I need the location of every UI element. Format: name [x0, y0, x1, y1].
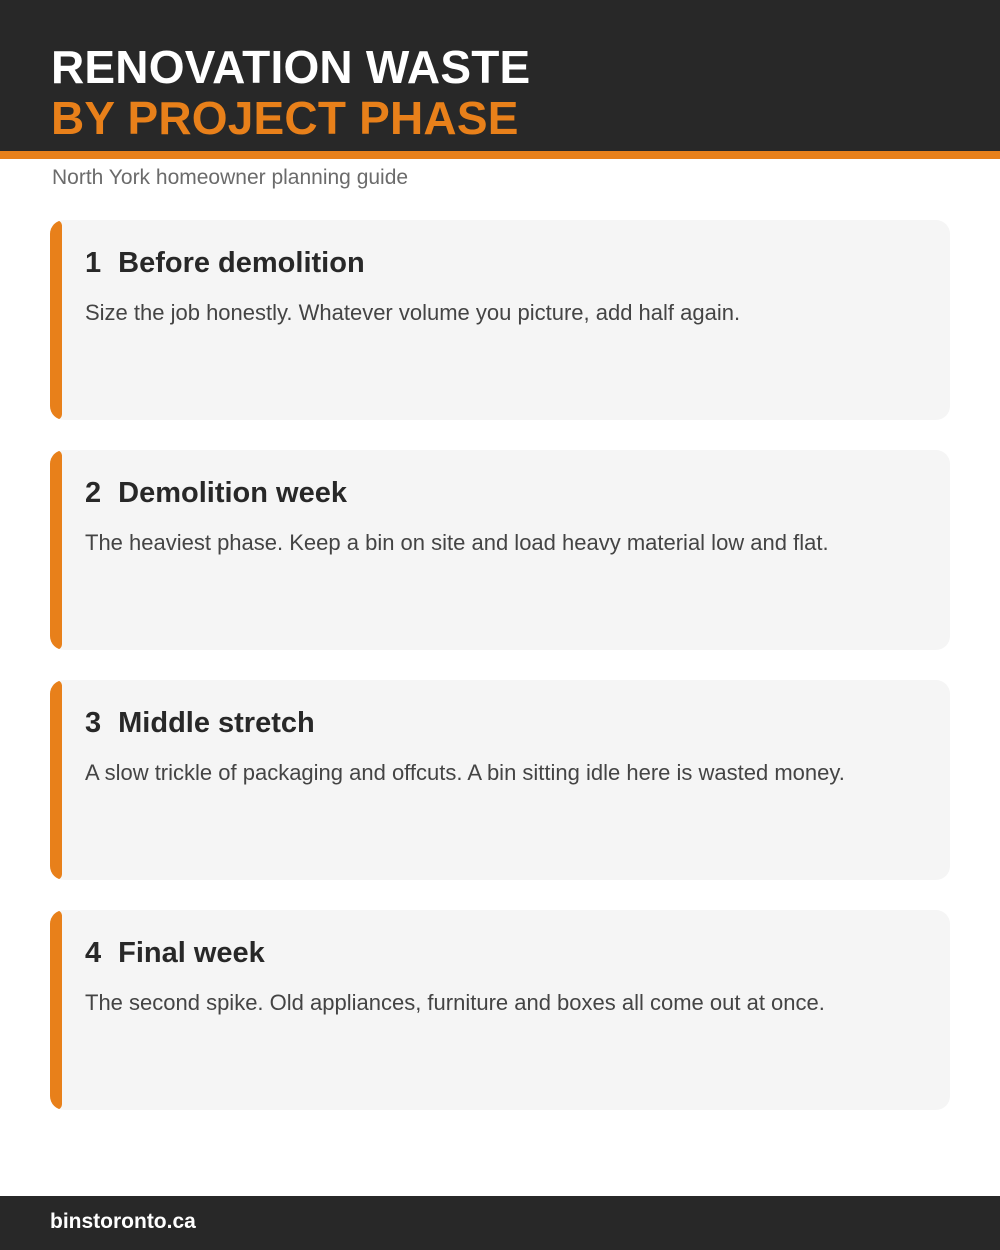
- phase-card-2: [50, 450, 950, 650]
- phase-number: 1: [85, 247, 102, 279]
- phase-description: The heaviest phase. Keep a bin on site and load heavy material low and flat.: [85, 530, 829, 555]
- phase-number: 4: [85, 937, 102, 969]
- phase-title: Before demolition: [118, 247, 365, 279]
- phase-card-title: [85, 476, 347, 510]
- phase-description: A slow trickle of packaging and offcuts. A bin sitting idle here is wasted money.: [85, 760, 845, 785]
- phase-title: Demolition week: [118, 477, 347, 509]
- phase-card-accent-bar: [50, 680, 62, 880]
- phase-card-accent-bar: [50, 450, 62, 650]
- page-title-line1: RENOVATION WASTE: [51, 41, 531, 93]
- phase-title: Middle stretch: [118, 707, 315, 739]
- page-footer: [0, 1196, 1000, 1250]
- page-title-line2: BY PROJECT PHASE: [51, 92, 519, 144]
- phase-card-4: [50, 910, 950, 1110]
- phase-card-accent-bar: [50, 220, 62, 420]
- phase-title: Final week: [118, 937, 265, 969]
- page-subtitle: North York homeowner planning guide: [52, 166, 409, 189]
- phase-card-accent-bar: [50, 910, 62, 1110]
- page-header: [0, 0, 1000, 151]
- phase-card-title: [85, 246, 365, 280]
- phase-description: The second spike. Old appliances, furniture and boxes all come out at once.: [85, 990, 825, 1015]
- header-accent-stripe: [0, 151, 1000, 159]
- phase-number: 3: [85, 707, 102, 739]
- phase-card-title: [85, 936, 265, 970]
- phase-description: Size the job honestly. Whatever volume you picture, add half again.: [85, 300, 741, 325]
- phase-card-1: [50, 220, 950, 420]
- footer-site-link[interactable]: binstoronto.ca: [50, 1210, 196, 1233]
- phase-card-title: [85, 706, 315, 740]
- phase-card-3: [50, 680, 950, 880]
- phase-number: 2: [85, 477, 102, 509]
